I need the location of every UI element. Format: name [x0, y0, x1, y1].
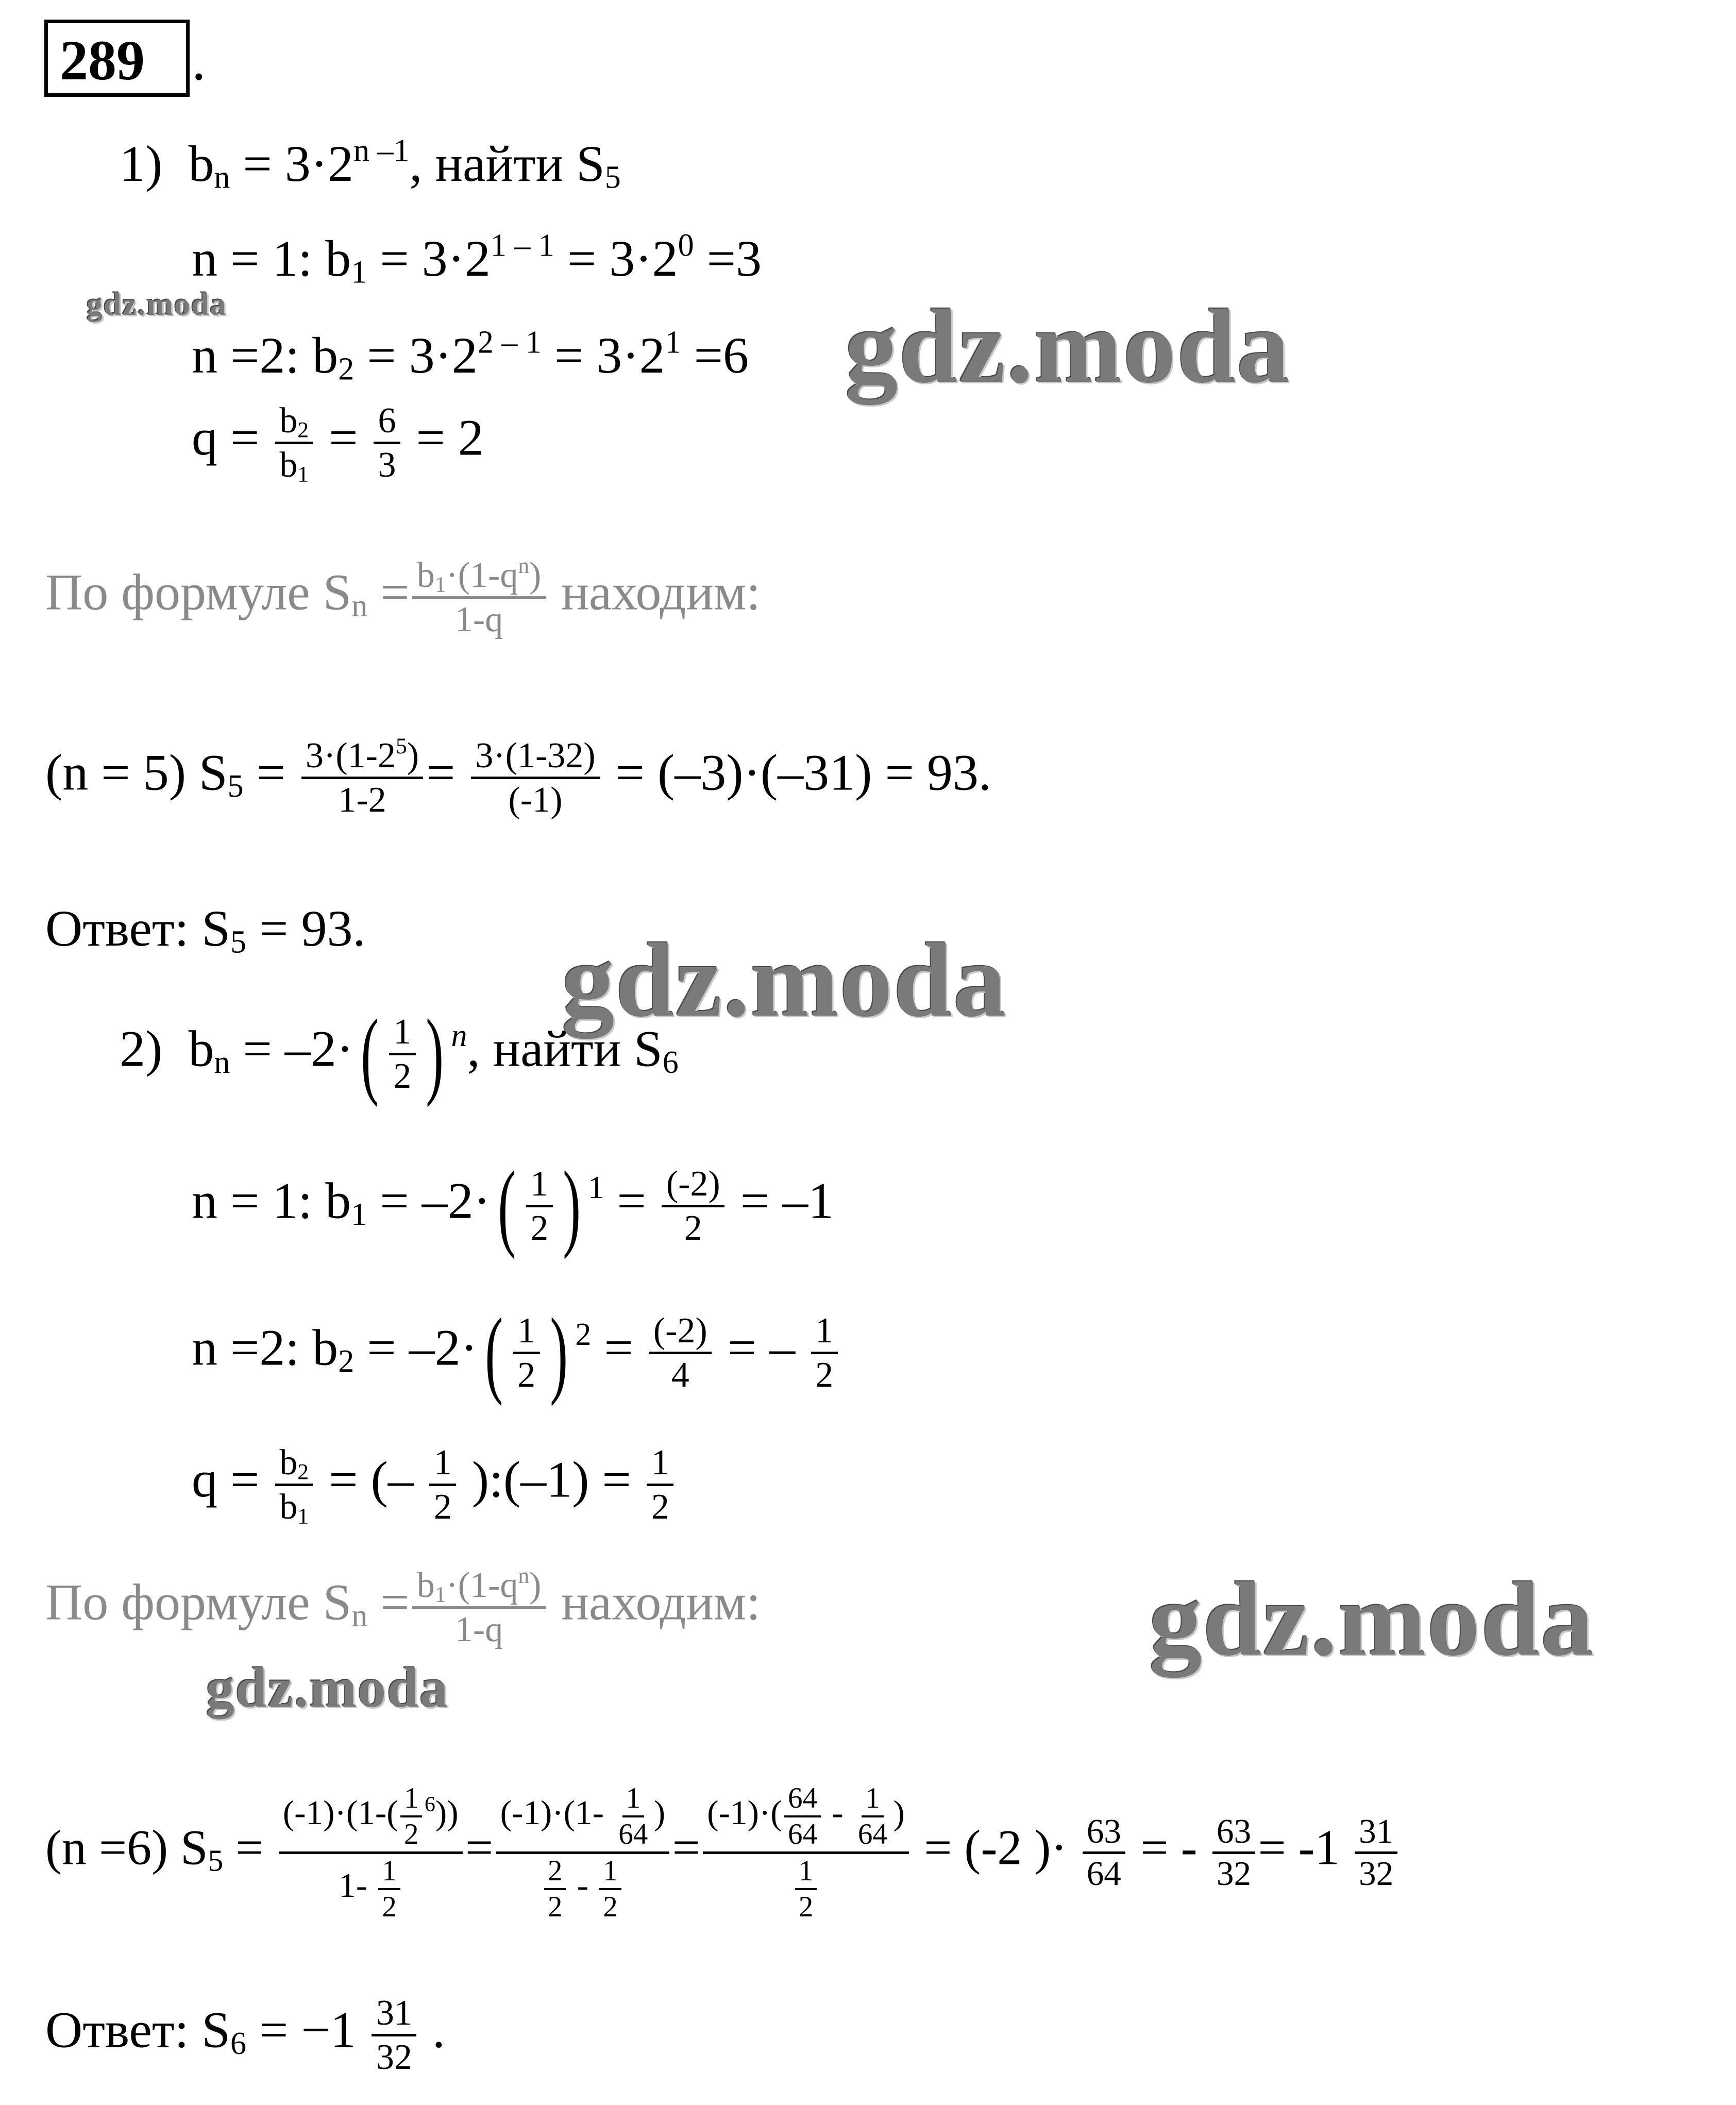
problem-number: 289 [60, 29, 145, 92]
part1-answer: Ответ: $S_5 = 93$. [45, 900, 366, 960]
part2-step2: n =2: $b_2 = -2\cdot$( $\frac{1}{2}$ ) $^2$ = $\frac{(-2)}{4}$ = – $\frac{1}{2}$ [192, 1309, 840, 1397]
part1-statement: 1) $b_n = 3\cdot 2^{n -1}$, найти $S_5$ [120, 133, 621, 195]
part1-step2: n =2: $b_2 = 3\cdot 2^{2 - 1} = 3\cdot 2^1 =6$ [192, 325, 749, 387]
part2-statement: 2) $b_n = -2\cdot$( $\frac{1}{2}$ ) $^n$, найти $S_6$ [120, 1000, 679, 1108]
part2-answer: Ответ: $S_6 = -1$ $\frac{31}{32}$ . [45, 1993, 445, 2077]
calc2-fraction-b: (-1)·(1- $\frac{1}{64}$ ) $\frac{2}{2}$ - $\frac{1}{2}$ [496, 1783, 670, 1923]
watermark: gdz.moda [562, 922, 1007, 1039]
part1-step1: n = 1: $b_1 = 3\cdot 2^{1 - 1} = 3\cdot 2^0 =3$ [192, 228, 762, 290]
part1-label: 1) [120, 135, 163, 192]
ratio-fraction: $\frac{b_2}{b_1}$ [275, 402, 313, 484]
part1-ratio: q = $\frac{b_2}{b_1}$ = $\frac{6}{3}$ = 2 [192, 401, 484, 487]
part2-step1: n = 1: $b_1 = -2\cdot$( $\frac{1}{2}$ ) $^1$ = $\frac{(-2)}{2}$ = –1 [192, 1152, 834, 1260]
problem-number-dot: . [192, 29, 206, 92]
base-fraction: $\frac{1}{2}$ [389, 1013, 416, 1095]
sum-formula-fraction: $\frac{b_1\cdot(1-q^n)}{1-q}$ [412, 557, 545, 638]
part1-formula-line: По формуле $S_n$ = $\frac{b_1\cdot(1-q^n)}{1-q}$ находим: [45, 553, 761, 639]
calc2-fraction-a: (-1)·(1-( $\frac{1}{2}$ $^6$)) 1- $\frac{1}{2}$ [279, 1783, 463, 1923]
part2-formula-line: По формуле $S_n$ = $\frac{b_1\cdot(1-q^n)}{1-q}$ находим: [45, 1563, 761, 1649]
part2-label: 2) [120, 1020, 163, 1077]
watermark: gdz.moda [1149, 1561, 1595, 1678]
calc2-fraction-c: (-1)·( $\frac{64}{64}$ - $\frac{1}{64}$ ) $\frac{1}{2}$ [703, 1783, 909, 1923]
watermark: gdz.moda [845, 288, 1291, 405]
part2-calculation: (n =6) $S_5$ = (-1)·(1-( $\frac{1}{2}$ $^6$)) 1- $\frac{1}{2}$ = (-1)·(1- $\frac{1}{64}$ ) $\frac{2}{2}$ - $\frac{1}{2}$ = (-1)·( $\frac{64}{64}$ - $\frac{1}{64}$ ) $\frac{1}{2}$ = (-2 )· $\frac{63}{64}$ = - $\frac{63}{32}$ = -1 $\frac{31}{32}$ [45, 1783, 1401, 1923]
calc-fraction-2: $\frac{3\cdot(1-32)}{(-1)}$ [471, 737, 600, 819]
part2-ratio: q = $\frac{b_2}{b_1}$ = (– $\frac{1}{2}$ ):(–1) = $\frac{1}{2}$ [192, 1444, 677, 1526]
watermark: gdz.moda [206, 1656, 449, 1719]
calc-fraction-1: $\frac{3\cdot(1-2^5)}{1-2}$ [301, 737, 424, 819]
part1-calculation: (n = 5) $S_5$ = $\frac{3\cdot(1-2^5)}{1-2}$ = $\frac{3\cdot(1-32)}{(-1)}$ = (–3)·(–31) = 93. [45, 734, 991, 820]
watermark: gdz.moda [87, 287, 227, 322]
ratio-value-fraction: $\frac{6}{3}$ [374, 402, 400, 484]
